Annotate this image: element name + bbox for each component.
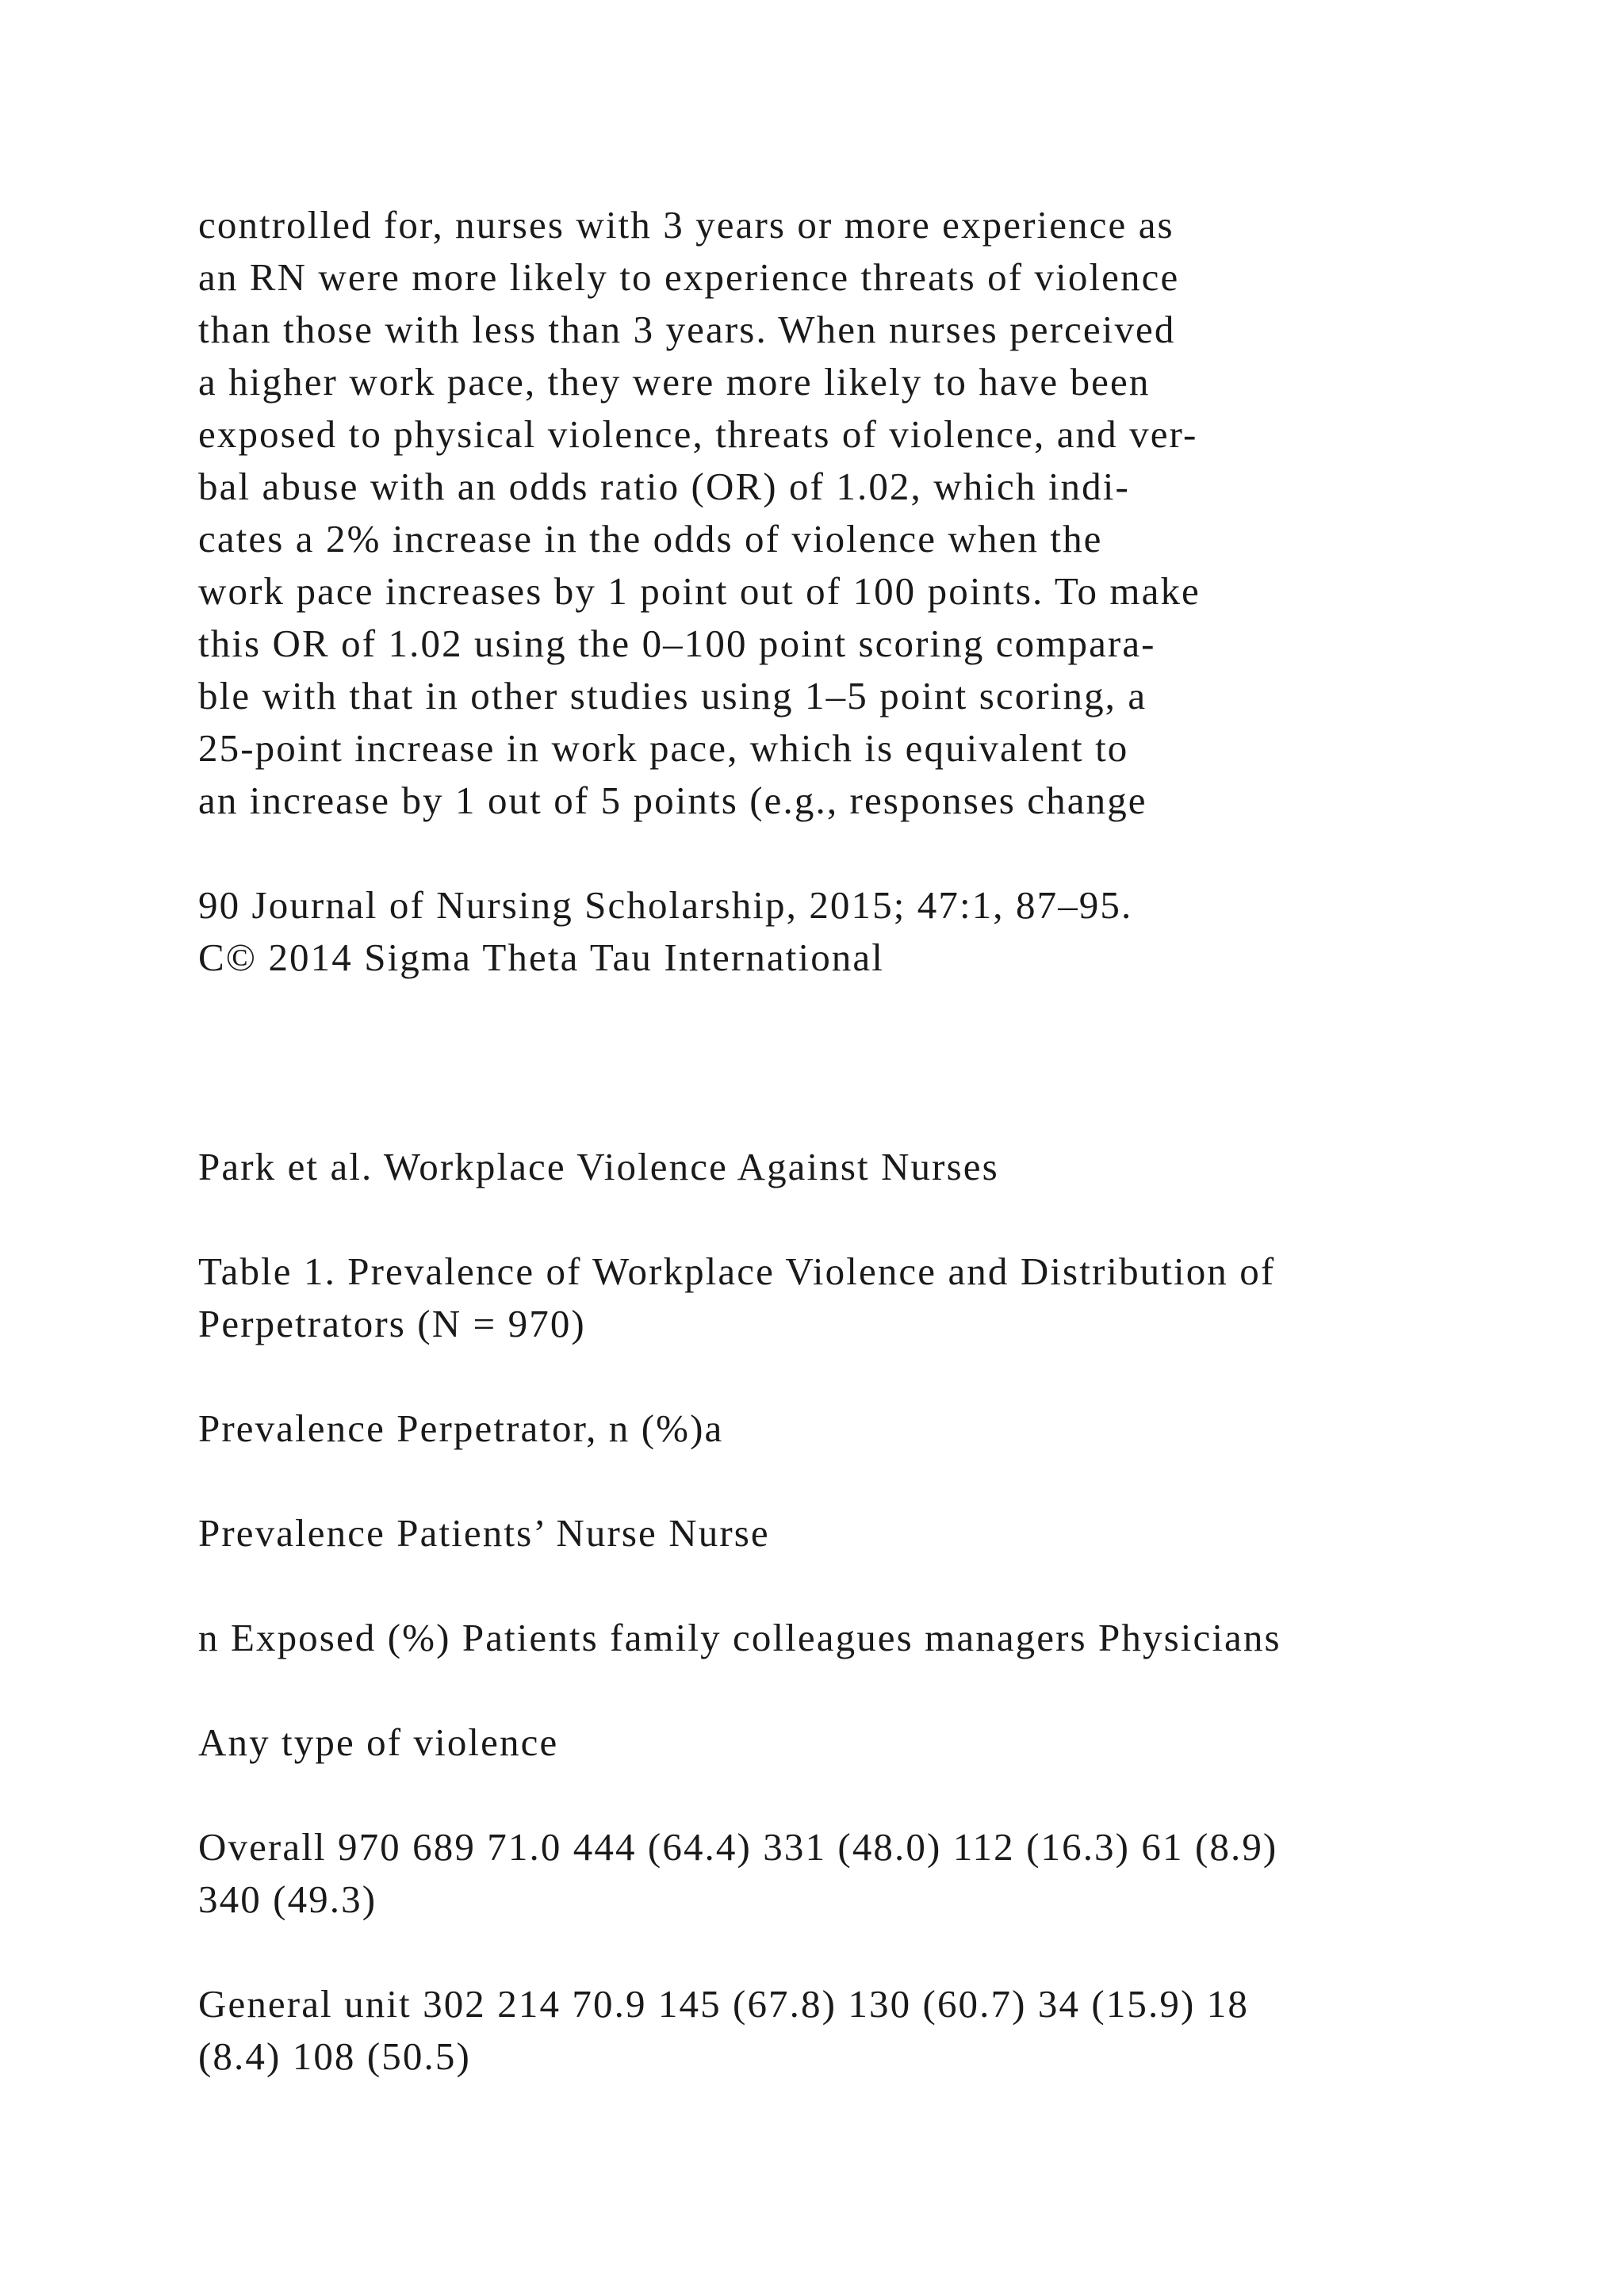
- table-header-row: Prevalence Perpetrator, n (%)a: [198, 1406, 724, 1450]
- table-header-row: n Exposed (%) Patients family colleagues managers Physicians: [198, 1616, 1281, 1659]
- table-caption: Table 1. Prevalence of Workplace Violence and Distribution of: [198, 1249, 1276, 1293]
- table-row-text: Overall 970 689 71.0 444 (64.4) 331 (48.0) 112 (16.3) 61 (8.9): [198, 1825, 1278, 1869]
- running-title: Park et al. Workplace Violence Against Nurses: [198, 1145, 999, 1188]
- body-text-line: an increase by 1 out of 5 points (e.g., responses change: [198, 779, 1147, 822]
- body-text-line: work pace increases by 1 point out of 100 points. To make: [198, 569, 1201, 613]
- table-section-label: Any type of violence: [198, 1720, 559, 1764]
- table-row-text: (8.4) 108 (50.5): [198, 2034, 471, 2078]
- table-row-text: 340 (49.3): [198, 1877, 377, 1921]
- table-caption: Perpetrators (N = 970): [198, 1302, 586, 1345]
- table-header-row: Prevalence Patients’ Nurse Nurse: [198, 1511, 770, 1555]
- table-row-text: General unit 302 214 70.9 145 (67.8) 130 (60.7) 34 (15.9) 18: [198, 1982, 1249, 2026]
- body-text-line: controlled for, nurses with 3 years or more experience as: [198, 203, 1174, 247]
- body-text-line: a higher work pace, they were more likely to have been: [198, 360, 1151, 404]
- journal-citation: 90 Journal of Nursing Scholarship, 2015; 47:1, 87–95.: [198, 883, 1133, 927]
- body-text-line: bal abuse with an odds ratio (OR) of 1.02, which indi-: [198, 465, 1130, 508]
- body-text-line: this OR of 1.02 using the 0–100 point scoring compara-: [198, 622, 1156, 665]
- body-text-line: than those with less than 3 years. When nurses perceived: [198, 308, 1176, 351]
- body-text-line: 25-point increase in work pace, which is equivalent to: [198, 726, 1129, 770]
- body-text-line: an RN were more likely to experience threats of violence: [198, 255, 1180, 299]
- body-text-line: cates a 2% increase in the odds of violence when the: [198, 517, 1103, 561]
- body-text-line: ble with that in other studies using 1–5 point scoring, a: [198, 674, 1147, 718]
- copyright-notice: C© 2014 Sigma Theta Tau International: [198, 936, 884, 979]
- body-text-line: exposed to physical violence, threats of violence, and ver-: [198, 412, 1198, 456]
